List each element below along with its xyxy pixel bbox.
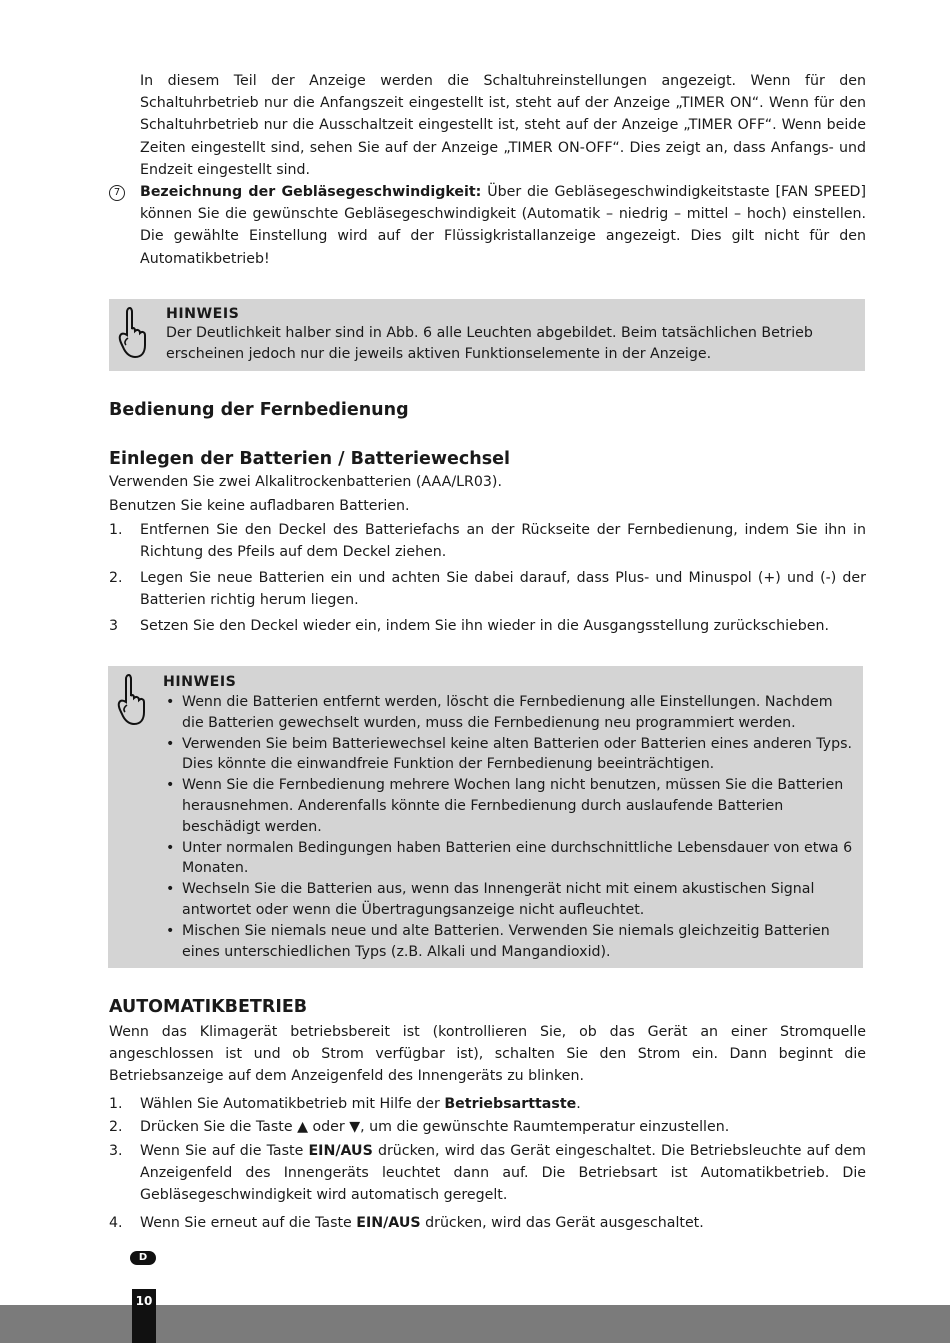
list-item: • Wenn Sie die Fernbedienung mehrere Wochen lang nicht benutzen, müssen Sie die Batterien herausnehmen. Anderenfalls könnte die Fernbedienung durch auslaufende Batterien beschädigt werden. (164, 775, 854, 837)
fan-speed-term: Bezeichnung der Gebläsegeschwindigkeit: (140, 184, 482, 200)
auto-step-4 (140, 1212, 866, 1234)
item-marker-7: 7 (109, 185, 125, 201)
auto-step-3 (140, 1140, 866, 1207)
step-number: 2. (109, 570, 123, 586)
step-text: Wenn Sie erneut auf die Taste (140, 1215, 357, 1231)
step-text: Wählen Sie Automatikbetrieb mit Hilfe der (140, 1096, 445, 1112)
list-item: • Unter normalen Bedingungen haben Batterien eine durchschnittliche Lebensdauer von etwa 6 Monaten. (164, 838, 854, 880)
step-text: . (576, 1096, 581, 1112)
note-box-batteries (108, 666, 863, 968)
note-title: HINWEIS (166, 306, 240, 322)
note-text: Der Deutlichkeit halber sind in Abb. 6 alle Leuchten abgebildet. Beim tatsächlichen Betrieb erscheinen jedoch nur die jeweils aktiven Funktionselemente in der Anzeige. (166, 325, 813, 362)
step-number: 2. (109, 1119, 123, 1135)
note-bullet-list (164, 692, 854, 962)
language-badge: D (130, 1251, 156, 1265)
pointing-hand-icon (114, 672, 148, 730)
step-number: 1. (109, 522, 123, 538)
battery-step-1: Entfernen Sie den Deckel des Batteriefachs an der Rückseite der Fernbedienung, indem Sie ihn in Richtung des Pfeils auf dem Deckel ziehen. (140, 522, 866, 561)
step-number: 3. (109, 1143, 123, 1159)
mode-button-term: Betriebsarttaste (444, 1096, 577, 1112)
pointing-hand-icon (115, 305, 149, 363)
list-item: • Mischen Sie niemals neue und alte Batterien. Verwenden Sie niemals gleichzeitig Batterien eines unterschiedlichen Typs (z.B. Alkali und Mangandioxid). (164, 921, 854, 963)
fan-speed-text: Über die Gebläsegeschwindigkeitstaste [FAN SPEED] können Sie die gewünschte Gebläsegeschwindigkeit (Automatik – niedrig – mittel – hoch) einstellen. Die gewählte Einstellung wird auf der Flüssigkristallanzeige angezeigt. Dies gilt nicht für den Automatikbetrieb! (140, 184, 866, 267)
timer-paragraph: In diesem Teil der Anzeige werden die Schaltuhreinstellungen angezeigt. Wenn für den Schaltuhrbetrieb nur die Anfangszeit eingestellt ist, steht auf der Anzeige „TIMER ON“. Wenn für den Schaltuhrbetrieb nur die Ausschaltzeit eingestellt ist, steht auf der Anzeige „TIMER OFF“. Wenn beide Zeiten eingestellt sind, sehen Sie auf der Anzeige „TIMER ON-OFF“. Dies zeigt an, dass Anfangs- und Endzeit eingestellt sind. (140, 73, 866, 178)
on-off-button-term: EIN/AUS (308, 1143, 373, 1159)
list-item: • Verwenden Sie beim Batteriewechsel keine alten Batterien oder Batterien eines anderen Typs. Dies könnte die einwandfreie Funktion der Fernbedienung beeinträchtigen. (164, 734, 854, 776)
section-heading-auto: AUTOMATIKBETRIEB (109, 997, 308, 1017)
list-item: • Wechseln Sie die Batterien aus, wenn das Innengerät nicht mit einem akustischen Signal antwortet oder wenn die Übertragungsanzeige nicht aufleuchtet. (164, 879, 854, 921)
auto-step-2: Drücken Sie die Taste ▲ oder ▼, um die gewünschte Raumtemperatur einzustellen. (140, 1119, 730, 1135)
step-number: 3 (109, 618, 119, 634)
battery-step-3: Setzen Sie den Deckel wieder ein, indem Sie ihn wieder in die Ausgangsstellung zurückschieben. (140, 618, 829, 634)
list-item: • Wenn die Batterien entfernt werden, löscht die Fernbedienung alle Einstellungen. Nachdem die Batterien gewechselt wurden, muss die Fernbedienung neu programmiert werden. (164, 692, 854, 734)
auto-step-1 (140, 1093, 866, 1115)
note-box-display (109, 299, 865, 371)
section-heading-remote: Bedienung der Fernbedienung (109, 400, 409, 420)
step-number: 1. (109, 1096, 123, 1112)
step-text: drücken, wird das Gerät ausgeschaltet. (420, 1215, 704, 1231)
battery-step-2: Legen Sie neue Batterien ein und achten Sie dabei darauf, dass Plus- und Minuspol (+) und (-) der Batterien richtig herum liegen. (140, 570, 866, 609)
on-off-button-term: EIN/AUS (356, 1215, 421, 1231)
step-text: drücken, wird das Gerät eingeschaltet. Die Betriebsleuchte auf dem Anzeigenfeld des Innengeräts leuchtet dann auf. Die Betriebsart ist Automatikbetrieb. Die Gebläsegeschwindigkeit wird automatisch geregelt. (140, 1143, 867, 1204)
battery-warning-line: Benutzen Sie keine aufladbaren Batterien. (109, 498, 410, 514)
note-title: HINWEIS (163, 674, 237, 690)
section-heading-batteries: Einlegen der Batterien / Batteriewechsel (109, 449, 511, 469)
fan-speed-paragraph (140, 181, 866, 270)
step-text: Wenn Sie auf die Taste (140, 1143, 309, 1159)
page-number: 10 (132, 1289, 156, 1343)
step-number: 4. (109, 1215, 123, 1231)
battery-type-line: Verwenden Sie zwei Alkalitrockenbatterien (AAA/LR03). (109, 474, 502, 490)
auto-intro: Wenn das Klimagerät betriebsbereit ist (kontrollieren Sie, ob das Gerät an einer Stromquelle angeschlossen ist und ob Strom verfügbar ist), schalten Sie den Strom ein. Dann beginnt die Betriebsanzeige auf dem Anzeigenfeld des Innengeräts zu blinken. (109, 1024, 866, 1085)
